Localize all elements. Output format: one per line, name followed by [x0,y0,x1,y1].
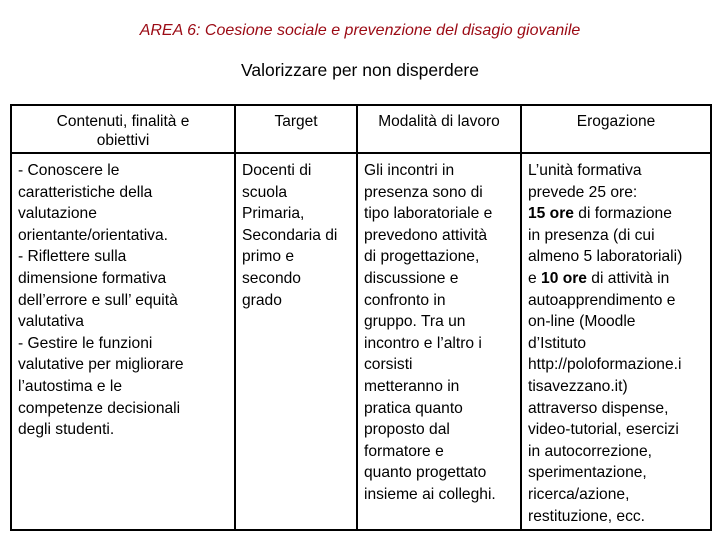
erogazione-line: attraverso dispense, [528,399,669,417]
erogazione-line: L’unità formativa [528,162,642,179]
erogazione-bold-hours: 15 ore [528,205,574,223]
target-text [236,160,356,311]
modalita-line: insieme ai colleghi. [364,485,496,503]
table-header-row [11,105,711,153]
modalita-line: Gli incontri in [364,162,455,179]
modalita-line: quanto progettato [364,464,487,482]
contenuti-text [12,160,234,441]
cell-erogazione [521,153,711,530]
contenuti-line: degli studenti. [18,421,115,439]
contenuti-line: l’autostima e le [18,377,123,395]
erogazione-line: prevede 25 ore: [528,183,638,201]
contenuti-line: dimensione formativa [18,269,167,287]
cell-modalita [357,153,521,530]
contenuti-line: orientante/orientativa. [18,226,168,244]
erogazione-text-fragment: di formazione [573,205,672,223]
page-title: AREA 6: Coesione sociale e prevenzione del disagio giovanile [139,22,581,39]
erogazione-text-fragment: e [528,269,542,287]
erogazione-line: sperimentazione, [528,464,647,482]
modalita-line: pratica quanto [364,399,463,417]
modalita-line: discussione e [364,269,459,287]
table-row [11,153,711,530]
contenuti-line: valutativa [18,313,84,331]
erogazione-line: restituzione, ecc. [528,507,646,525]
target-line: Secondaria di [242,226,338,244]
header-modalita [357,105,521,153]
header-contenuti [11,105,235,153]
header-erogazione-label: Erogazione [576,113,656,130]
contenuti-line: dell’errore e sull’ equità [18,291,178,309]
modalita-line: gruppo. Tra un [364,313,466,331]
erogazione-line: in presenza (di cui [528,226,655,244]
modalita-line: presenza sono di [364,183,483,201]
erogazione-line: ricerca/azione, [528,485,630,503]
modalita-text [358,160,520,506]
erogazione-line: autoapprendimento e [528,291,676,309]
target-line: Primaria, [242,205,305,223]
target-line: secondo [242,269,301,287]
erogazione-bold-hours: 10 ore [541,269,587,287]
modalita-line: di progettazione, [364,248,480,266]
erogazione-line [528,268,705,290]
cell-target [235,153,357,530]
target-line: scuola [242,183,288,201]
erogazione-line: video-tutorial, esercizi [528,421,679,439]
modalita-line: formatore e [364,442,444,460]
erogazione-url-line: tisavezzano.it) [528,377,628,395]
contenuti-line: competenze decisionali [18,399,181,417]
header-erogazione [521,105,711,153]
modalita-line: prevedono attività [364,226,488,244]
contenuti-line: valutative per migliorare [18,356,184,374]
erogazione-text [522,160,710,527]
contenuti-line: valutazione [18,205,97,223]
erogazione-line: d’Istituto [528,334,587,352]
contenuti-line: - Conoscere le [18,162,120,179]
header-contenuti-line2: obiettivi [96,132,150,149]
modalita-line: confronto in [364,291,446,309]
erogazione-line [528,203,705,225]
header-target [235,105,357,153]
course-table [10,104,712,531]
modalita-line: incontro e l’altro i [364,334,482,352]
header-contenuti-line1: Contenuti, finalità e [56,113,190,130]
erogazione-text-fragment: di attività in [586,269,670,287]
target-line: primo e [242,248,294,266]
header-target-label: Target [274,113,318,130]
contenuti-line: caratteristiche della [18,183,153,201]
modalita-line: metteranno in [364,377,460,395]
target-line: grado [242,291,282,309]
modalita-line: proposto dal [364,421,450,439]
contenuti-line: - Riflettere sulla [18,248,127,266]
modalita-line: corsisti [364,356,413,374]
erogazione-url-line: http://poloformazione.i [528,356,682,374]
header-modalita-label: Modalità di lavoro [378,113,500,130]
target-line: Docenti di [242,162,312,179]
erogazione-line: almeno 5 laboratoriali) [528,248,683,266]
modalita-line: tipo laboratoriale e [364,205,493,223]
contenuti-line: - Gestire le funzioni [18,334,153,352]
cell-contenuti [11,153,235,530]
erogazione-line: in autocorrezione, [528,442,652,460]
erogazione-line: on-line (Moodle [528,313,636,331]
page-subtitle: Valorizzare per non disperdere [240,60,479,80]
